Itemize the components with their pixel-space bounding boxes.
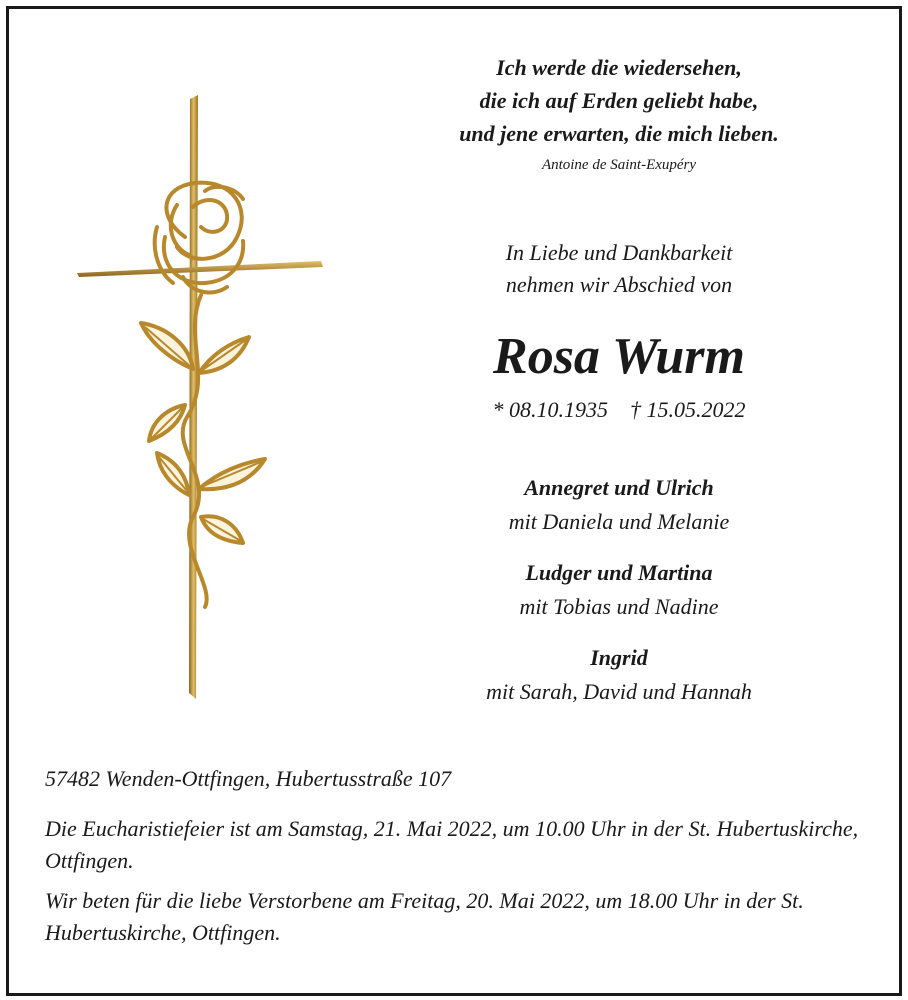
- birth-date: * 08.10.1935: [492, 397, 608, 422]
- intro-text: [409, 237, 829, 301]
- family-members: mit Sarah, David und Hannah: [486, 679, 752, 704]
- quote-author: Antoine de Saint-Exupéry: [541, 157, 697, 173]
- intro-line: nehmen wir Abschied von: [505, 272, 733, 297]
- prayer-info: Wir beten für die liebe Verstorbene am Freitag, 20. Mai 2022, um 18.00 Uhr in der St. Hubertuskirche, Ottfingen.: [45, 888, 804, 945]
- family-members: mit Daniela und Melanie: [508, 509, 730, 534]
- quote-line: Ich werde die wiedersehen,: [496, 55, 742, 80]
- family-main: Annegret und Ulrich: [524, 475, 714, 500]
- family-main: Ludger und Martina: [525, 560, 713, 585]
- deceased-name: Rosa Wurm: [493, 328, 745, 385]
- service-details: [45, 763, 885, 957]
- family-members: mit Tobias und Nadine: [519, 594, 719, 619]
- death-date: † 15.05.2022: [630, 397, 746, 422]
- intro-line: In Liebe und Dankbarkeit: [505, 240, 733, 265]
- cross-with-rose-icon: [65, 87, 335, 707]
- eucharist-info: Die Eucharistiefeier ist am Samstag, 21. Mai 2022, um 10.00 Uhr in der St. Hubertuskirche, Ottfingen.: [45, 816, 859, 873]
- family-address: 57482 Wenden-Ottfingen, Hubertusstraße 107: [45, 766, 452, 791]
- family-entry: [409, 641, 829, 709]
- quote-line: die ich auf Erden geliebt habe,: [479, 88, 759, 113]
- family-entry: [409, 556, 829, 624]
- obituary-notice: [6, 6, 902, 996]
- mourning-family-list: [409, 471, 829, 726]
- quote-line: und jene erwarten, die mich lieben.: [459, 121, 779, 146]
- life-dates: [409, 397, 829, 423]
- family-main: Ingrid: [590, 645, 648, 670]
- quote: [409, 51, 829, 150]
- family-entry: [409, 471, 829, 539]
